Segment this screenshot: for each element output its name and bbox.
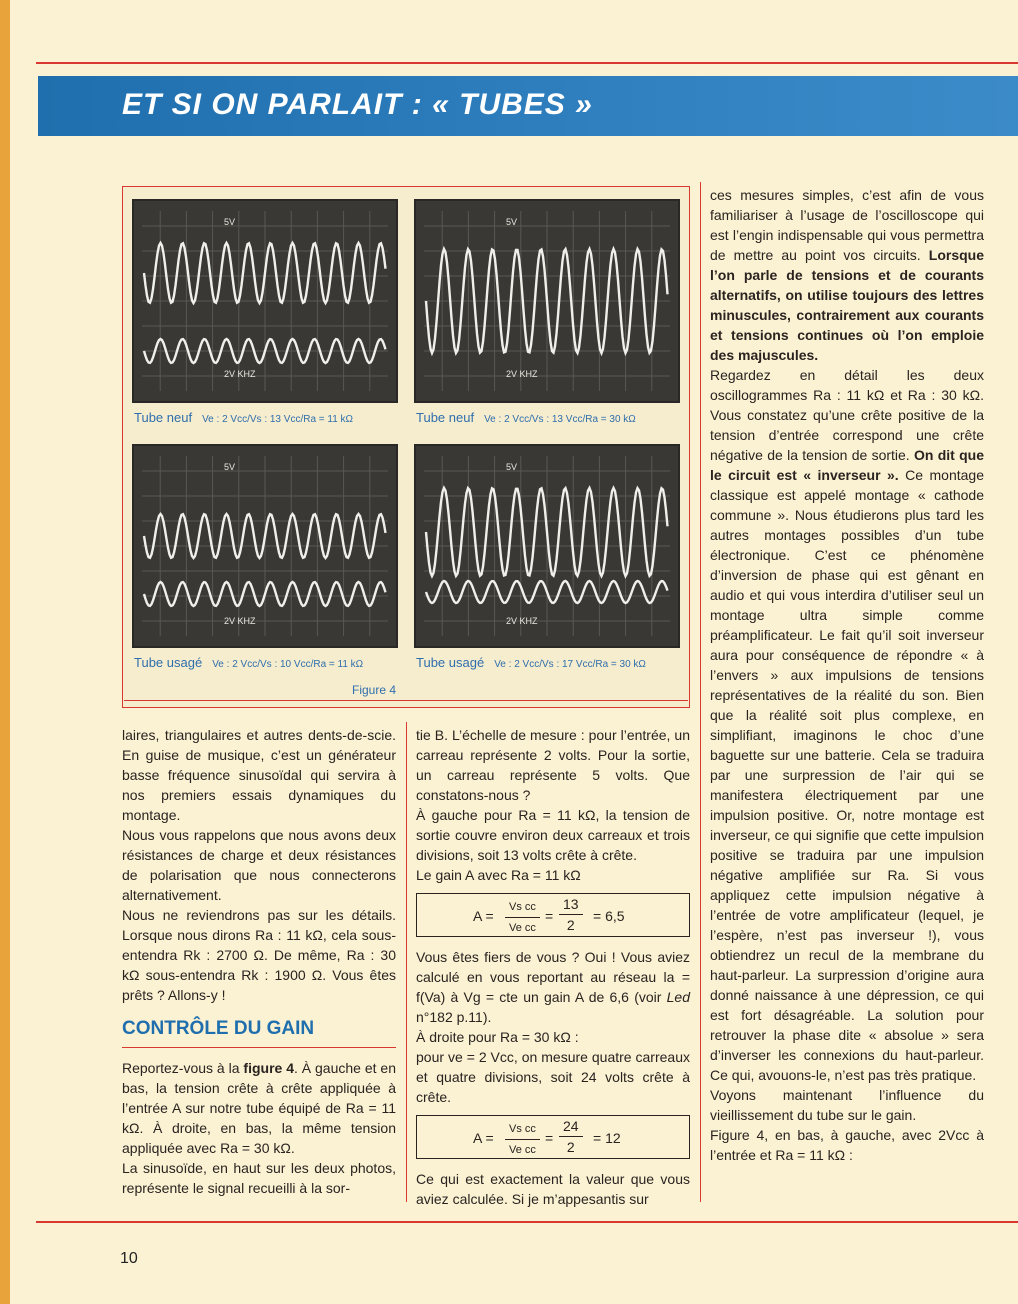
- column-rule-2: [700, 182, 701, 1202]
- formula-denominator: 2: [566, 917, 575, 933]
- paragraph: pour ve = 2 Vcc, on mesure quatre carreaux et quatre divisions, soit 24 volts crête à crête.: [416, 1049, 690, 1105]
- scope-top-label: 5V: [506, 462, 518, 472]
- text-run: . À gauche et en bas, la tension crête à crête appliquée à l’entrée A sur notre tube équipé de Ra = 11 kΩ. À droite, en bas, la même tension appliquée avec Ra = 30 kΩ.: [122, 1060, 396, 1156]
- text-run: n°182 p.11).: [416, 1009, 492, 1025]
- text-column-2: [416, 725, 690, 1209]
- paragraph: [710, 185, 984, 365]
- scope-top-label: 5V: [506, 217, 518, 227]
- bottom-rule: [36, 1221, 1018, 1223]
- paragraph: Le gain A avec Ra = 11 kΩ: [416, 867, 581, 883]
- page-number: 10: [120, 1250, 138, 1267]
- paragraph: La sinusoïde, en haut sur les deux photos, représente le signal recueilli à la sor-: [122, 1160, 396, 1196]
- header-banner: [38, 76, 1018, 136]
- paragraph: laires, triangulaires et autres dents-de-scie. En guise de musique, c’est un générateur basse fréquence sinusoïdal qui servira à nos premiers essais dynamiques du montage.: [122, 727, 396, 823]
- paragraph: Nous ne reviendrons pas sur les détails. Lorsque nous dirons Ra : 11 kΩ, cela sous-entendra Rk : 2700 Ω. De même, Ra : 30 kΩ sous-entendra Rk : 1900 Ω. Vous êtes prêts ? Allons-y !: [122, 907, 396, 1003]
- formula-numerator: Vs cc: [505, 1119, 540, 1140]
- caption-values: Ve : 2 Vcc/Vs : 17 Vcc/Ra = 30 kΩ: [494, 659, 646, 670]
- paragraph: Nous vous rappelons que nous avons deux résistances de charge et deux résistances de polarisation que nous connecterons alternativement.: [122, 827, 396, 903]
- paragraph: À droite pour Ra = 30 kΩ :: [416, 1029, 579, 1045]
- column-rule-1: [406, 722, 407, 1202]
- caption-values: Ve : 2 Vcc/Vs : 10 Vcc/Ra = 11 kΩ: [212, 659, 364, 670]
- paragraph: Ce qui est exactement la valeur que vous aviez calculée. Si je m’appesantis sur: [416, 1171, 690, 1207]
- formula-equals: =: [545, 908, 554, 924]
- paragraph: À gauche pour Ra = 11 kΩ, la tension de sortie couvre environ deux carreaux et trois divisions, soit 13 volts crête à crête.: [416, 807, 690, 863]
- formula-lhs: A =: [473, 908, 494, 924]
- text-run: Regardez en détail les deux oscillogrammes Ra : 11 kΩ et Ra : 30 kΩ. Vous constatez qu’une crête positive de la tension d’entrée correspond une crête négative de la tension de sortie.: [710, 367, 984, 463]
- oscillogram-graphic: [134, 446, 396, 646]
- bold-note: Lorsque l’on parle de tensions et de courants alternatifs, on utilise toujours des lettres minuscules, contrairement aux courants et tensions continues où l’on emploie des majuscules.: [710, 247, 984, 363]
- paragraph: [416, 947, 690, 1027]
- oscillogram-tube-usage-30k: [414, 444, 680, 648]
- paragraph: Voyons maintenant l’influence du vieillissement du tube sur le gain.: [710, 1087, 984, 1123]
- text-run: Reportez-vous à la: [122, 1060, 244, 1076]
- paragraph: Figure 4, en bas, à gauche, avec 2Vcc à l’entrée et Ra = 11 kΩ :: [710, 1127, 984, 1163]
- formula-denominator: 2: [566, 1139, 575, 1155]
- scope-grid: [142, 211, 388, 391]
- top-rule: [36, 62, 1018, 64]
- scope-bottom-label: 2V KHZ: [506, 369, 538, 379]
- caption-panel-1: [134, 410, 353, 425]
- formula-lhs: A =: [473, 1130, 494, 1146]
- caption-panel-2: [416, 410, 636, 425]
- paragraph: tie B. L’échelle de mesure : pour l’entrée, un carreau représente 2 volts. Pour la sortie, un carreau représente 5 volts. Que constatons-nous ?: [416, 727, 690, 803]
- caption-panel-3: [134, 655, 363, 670]
- left-edge-strip: [0, 0, 10, 1304]
- caption-title: Tube usagé: [416, 655, 485, 670]
- figure-rule: [124, 700, 688, 701]
- scope-top-label: 5V: [224, 217, 236, 227]
- bold-note: On dit que le circuit est « inverseur ».: [710, 447, 984, 483]
- caption-title: Tube neuf: [416, 410, 475, 425]
- text-run: Ce montage classique est appelé montage « cathode commune ». Nous étudierons plus tard les autres montages possibles d’un tube électronique. C’est ce phénomène d’inversion de phase qui est gênant en audio et qui vous interdira d’utiliser seul un montage ultra simple comme préamplificateur. Le fait qu’il soit inverseur aura pour conséquence de répondre « à l’envers » aux impulsions de tensions représentatives de la réalité du son. Bien que la réalité soit plus complexe, en simplifiant, imaginons le choc d’une baguette sur une batterie. Cela se traduira par une surpression de l’air qui se manifestera électriquement par une impulsion positive. Or, notre montage est inverseur, ce qui signifie que cette impulsion positive se traduira par une impulsion négative amplifiée sur Ra. Si vous appliquez cette impulsion négative à l’entrée de votre amplificateur (lequel, je l’espère, n’est pas inverseur !), vous obtiendrez un recul de la membrane du haut-parleur. La surpression d’origine aura donné naissance à une dépression, ce qui est fort désagréable. La solution pour retrouver la phase dite « absolue » sera d’inverser les connexions du haut-parleur. Ce qui, avouons-le, n’est pas très pratique.: [710, 467, 984, 1083]
- oscillogram-graphic: [416, 446, 678, 646]
- figure-reference: figure 4: [243, 1060, 294, 1076]
- text-column-1: [122, 725, 396, 1198]
- figure-title: Figure 4: [352, 683, 397, 697]
- formula-ratio: [505, 1119, 540, 1160]
- scope-top-label: 5V: [224, 462, 236, 472]
- formula-values: [559, 894, 583, 935]
- caption-values: Ve : 2 Vcc/Vs : 13 Vcc/Ra = 30 kΩ: [484, 414, 636, 425]
- paragraph: [122, 1058, 396, 1158]
- page-title: ET SI ON PARLAIT : « TUBES »: [122, 88, 593, 121]
- caption-panel-4: [416, 655, 646, 670]
- scope-bottom-label: 2V KHZ: [506, 616, 538, 626]
- gain-formula-30k: [416, 1115, 690, 1159]
- gain-formula-11k: [416, 893, 690, 937]
- formula-values: [559, 1116, 583, 1157]
- formula-result: = 6,5: [593, 908, 625, 924]
- caption-title: Tube usagé: [134, 655, 203, 670]
- section-rule: [122, 1047, 396, 1048]
- formula-result: = 12: [593, 1130, 621, 1146]
- formula-ratio: [505, 897, 540, 938]
- scope-bottom-label: 2V KHZ: [224, 369, 256, 379]
- caption-values: Ve : 2 Vcc/Vs : 13 Vcc/Ra = 11 kΩ: [202, 414, 354, 425]
- text-run: ces mesures simples, c’est afin de vous familiariser à l’usage de l’oscilloscope qui est l’engin indispensable qui vous permettra de mettre au point vos circuits.: [710, 187, 984, 263]
- scope-bottom-label: 2V KHZ: [224, 616, 256, 626]
- formula-numerator: 24: [559, 1116, 583, 1137]
- formula-denominator: Ve cc: [509, 922, 536, 934]
- section-heading: CONTRÔLE DU GAIN: [122, 1018, 315, 1039]
- caption-title: Tube neuf: [134, 410, 193, 425]
- oscillogram-graphic: [134, 201, 396, 401]
- formula-numerator: Vs cc: [505, 897, 540, 918]
- oscillogram-tube-neuf-11k: [132, 199, 398, 403]
- oscillogram-tube-usage-11k: [132, 444, 398, 648]
- text-run: Vous êtes fiers de vous ? Oui ! Vous aviez calculé en vous reportant au réseau la = f(Va) à Vg = cte un gain A de 6,6 (voir: [416, 949, 690, 1005]
- formula-denominator: Ve cc: [509, 1144, 536, 1156]
- formula-equals: =: [545, 1130, 554, 1146]
- oscillogram-tube-neuf-30k: [414, 199, 680, 403]
- formula-numerator: 13: [559, 894, 583, 915]
- paragraph: [710, 365, 984, 1085]
- text-column-3: [710, 185, 984, 1165]
- magazine-name: Led: [666, 989, 690, 1005]
- oscillogram-graphic: [416, 201, 678, 401]
